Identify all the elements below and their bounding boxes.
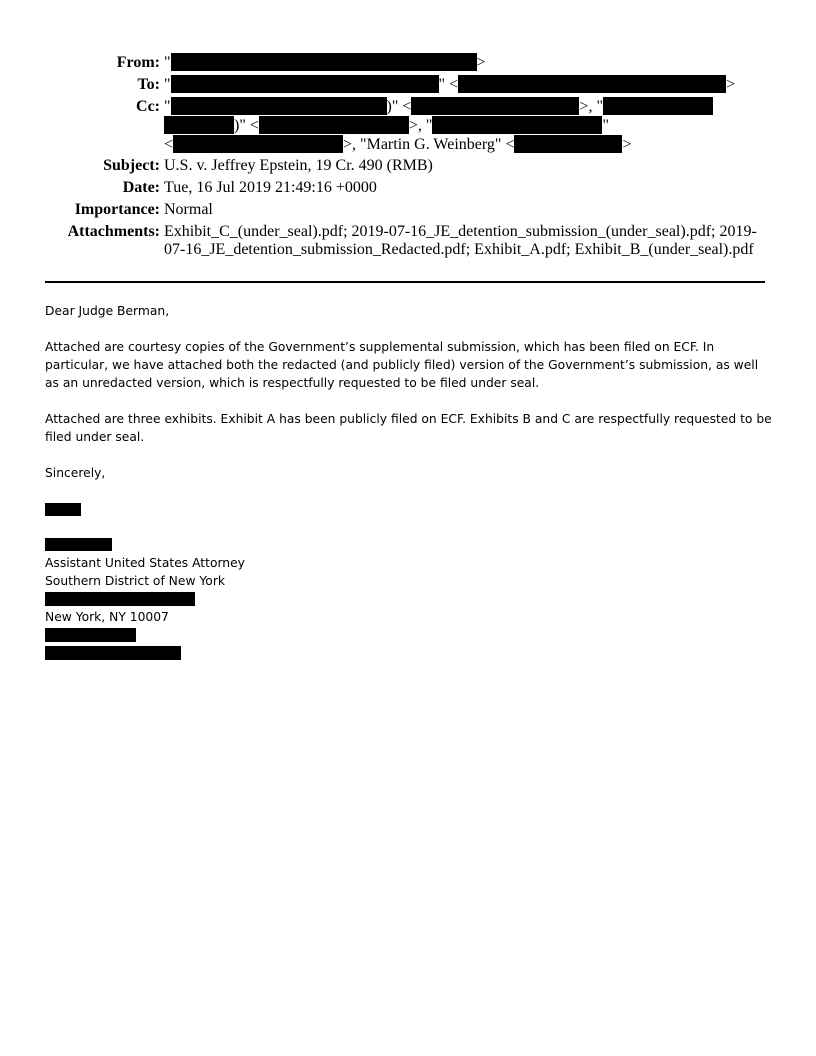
phone-redaction bbox=[45, 628, 136, 642]
cc-value-line1 bbox=[164, 97, 713, 117]
name-redaction bbox=[45, 538, 112, 551]
date-value: Tue, 16 Jul 2019 21:49:16 +0000 bbox=[164, 179, 377, 196]
email-body bbox=[45, 302, 775, 482]
separator: )" < bbox=[386, 98, 412, 115]
cc-value-line3 bbox=[164, 135, 632, 155]
quote-mark: " bbox=[164, 54, 171, 71]
redaction-box bbox=[173, 135, 343, 153]
importance-value: Normal bbox=[164, 201, 213, 218]
angle-close: > bbox=[726, 76, 736, 93]
subject-label: Subject: bbox=[103, 157, 160, 174]
importance-label: Importance: bbox=[74, 201, 160, 218]
separator: )" < bbox=[234, 117, 259, 134]
signature-title: Assistant United States Attorney bbox=[45, 556, 245, 570]
to-value bbox=[164, 75, 735, 95]
angle-close: > bbox=[476, 54, 486, 71]
redaction-box bbox=[171, 53, 477, 71]
cc-label: Cc: bbox=[136, 98, 160, 115]
separator: >, " bbox=[579, 98, 603, 115]
greeting: Dear Judge Berman, bbox=[45, 304, 170, 318]
to-label: To: bbox=[137, 76, 160, 93]
redaction-box bbox=[432, 116, 602, 134]
paragraph-2: Attached are three exhibits. Exhibit A has been publicly filed on ECF. Exhibits B and C are respectfully requested to be filed under seal. bbox=[45, 412, 772, 444]
angle-close: > bbox=[622, 136, 632, 153]
redaction-box bbox=[458, 75, 726, 93]
header-divider bbox=[45, 281, 765, 283]
from-label: From: bbox=[116, 54, 160, 71]
address-redaction bbox=[45, 592, 195, 606]
quote-mark: " bbox=[164, 98, 171, 115]
separator: " < bbox=[438, 76, 459, 93]
quote-mark: " bbox=[602, 117, 609, 134]
cc-value-line2 bbox=[164, 116, 609, 136]
quote-mark: " bbox=[164, 76, 171, 93]
redaction-box bbox=[603, 97, 713, 115]
signature-city: New York, NY 10007 bbox=[45, 610, 169, 624]
date-label: Date: bbox=[122, 179, 160, 196]
signature-redaction bbox=[45, 503, 81, 516]
attachments-line1: Exhibit_C_(under_seal).pdf; 2019-07-16_JE_detention_submission_(under_seal).pdf; 2019- bbox=[164, 223, 757, 240]
redaction-box bbox=[411, 97, 579, 115]
angle-open: < bbox=[164, 136, 174, 153]
closing: Sincerely, bbox=[45, 466, 106, 480]
redaction-box bbox=[171, 97, 387, 115]
subject-value: U.S. v. Jeffrey Epstein, 19 Cr. 490 (RMB) bbox=[164, 157, 433, 174]
paragraph-1: Attached are courtesy copies of the Government’s supplemental submission, which has been filed on ECF. In particular, we have attached both the redacted (and publicly filed) version of the Government’s submission, as well as an unredacted version, which is respectfully requested to be filed under seal. bbox=[45, 340, 759, 390]
from-value bbox=[164, 53, 486, 73]
attachments-label: Attachments: bbox=[67, 223, 160, 240]
email-redaction bbox=[45, 646, 181, 660]
attachments-line2: 07-16_JE_detention_submission_Redacted.pdf; Exhibit_A.pdf; Exhibit_B_(under_seal).pdf bbox=[164, 241, 754, 258]
signature-office: Southern District of New York bbox=[45, 574, 225, 588]
separator: >, " bbox=[408, 117, 433, 134]
redaction-box bbox=[171, 75, 439, 93]
redaction-box bbox=[514, 135, 622, 153]
cc-named-recipient: >, "Martin G. Weinberg" < bbox=[343, 136, 515, 153]
redaction-box bbox=[259, 116, 409, 134]
redaction-box bbox=[164, 116, 234, 134]
